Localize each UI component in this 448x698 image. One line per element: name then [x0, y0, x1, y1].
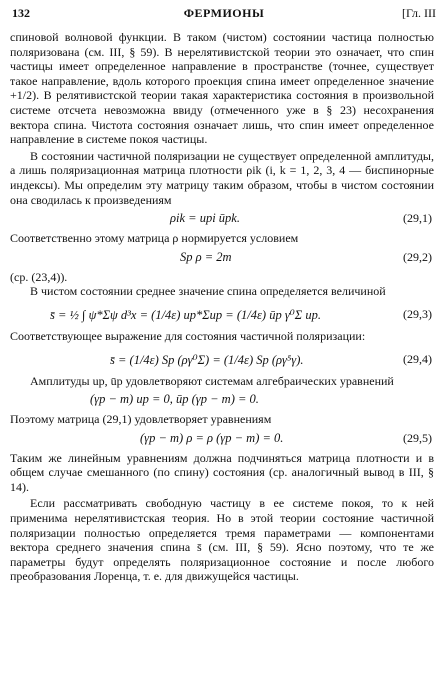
paragraph-8: Поэтому матрица (29,1) удовлетворяет уравнениям — [10, 412, 272, 427]
equation-29-4-number: (29,4) — [403, 351, 432, 366]
equation-amplitudes — [10, 388, 434, 412]
equation-29-4 — [10, 344, 434, 374]
equation-29-2 — [10, 246, 434, 270]
paragraph-5: В чистом состоянии среднее значение спина определяется величиной — [30, 284, 386, 299]
paragraph-3: Соответственно этому матрица ρ нормируется условием — [10, 231, 299, 246]
equation-29-3 — [10, 299, 434, 329]
equation-29-4-formula: s̄ = (1/4ε) Sp (ργ⁰Σ) = (1/4ε) Sp (ργ⁵γ). — [110, 352, 304, 367]
equation-amplitudes-formula: (γp − m) up = 0, ūp (γp − m) = 0. — [90, 392, 259, 407]
page-number: 132 — [12, 6, 30, 20]
paragraph-10: Если рассматривать свободную частицу в ее системе покоя, то к ней применима нерелятивистская теория. Но в этой теории состояние частичной поляризации полностью определяется тремя параметрами — компонентами вектора среднего значения спина s̄ (см. III, § 59). Ясно поэтому, что те же параметры будут определять поляризационное состояние и после любого преобразования Лоренца, т. е. для движущейся частицы. — [10, 496, 434, 584]
equation-29-1 — [10, 207, 434, 231]
equation-29-5-formula: (γp − m) ρ = ρ (γp − m) = 0. — [140, 430, 284, 445]
equation-29-5 — [10, 427, 434, 451]
paragraph-4: (ср. (23,4)). — [10, 269, 68, 284]
equation-29-3-number: (29,3) — [403, 306, 432, 321]
equation-29-1-formula: ρik = upi ūpk. — [170, 211, 240, 226]
equation-29-3-formula: s̄ = ½ ∫ ψ*Σψ d³x = (1/4ε) up*Σup = (1/4ε) ūp γ⁰Σ up. — [50, 307, 321, 322]
equation-29-1-number: (29,1) — [403, 211, 432, 226]
paragraph-9: Таким же линейным уравнениям должна подчиняться матрица плотности и в общем случае смешанного (по спину) состояния (ср. аналогичный вывод в III, § 14). — [10, 450, 434, 494]
running-title: ФЕРМИОНЫ — [183, 6, 265, 20]
chapter-label: [Гл. III — [401, 6, 436, 20]
equation-29-2-number: (29,2) — [403, 249, 432, 264]
paragraph-1: спиновой волновой функции. В таком (чистом) состоянии частица полностью поляризована (см. III, § 59). В нерелятивистской теории это означает, что спин частицы имеет определенное направление в пространстве (точнее, существует такое направление, вдоль которого проекция спина имеет определенное значение +1/2). В релятивистской теории такая характеристика состояния в произвольной системе отсчета невозможна ввиду (отмеченного уже в § 23) несохранения вектора спина. Чистота состояния означает лишь, что спин имеет определенное направление в системе покоя частицы. — [10, 30, 434, 147]
equation-29-2-formula: Sp ρ = 2m — [180, 249, 232, 264]
paragraph-6: Соответствующее выражение для состояния частичной поляризации: — [10, 328, 366, 343]
paragraph-7: Амплитуды up, ūp удовлетворяют системам алгебраических уравнений — [30, 373, 394, 388]
paragraph-2: В состоянии частичной поляризации не существует определенной амплитуды, а лишь поляризационная матрица плотности ρik (i, k = 1, 2, 3, 4 — биспинорные индексы). Мы определим эту матрицу таким образом, чтобы в чистом состоянии она сводилась к произведениям — [10, 148, 434, 207]
page-body — [10, 30, 434, 584]
running-header — [12, 6, 436, 22]
equation-29-5-number: (29,5) — [403, 430, 432, 445]
